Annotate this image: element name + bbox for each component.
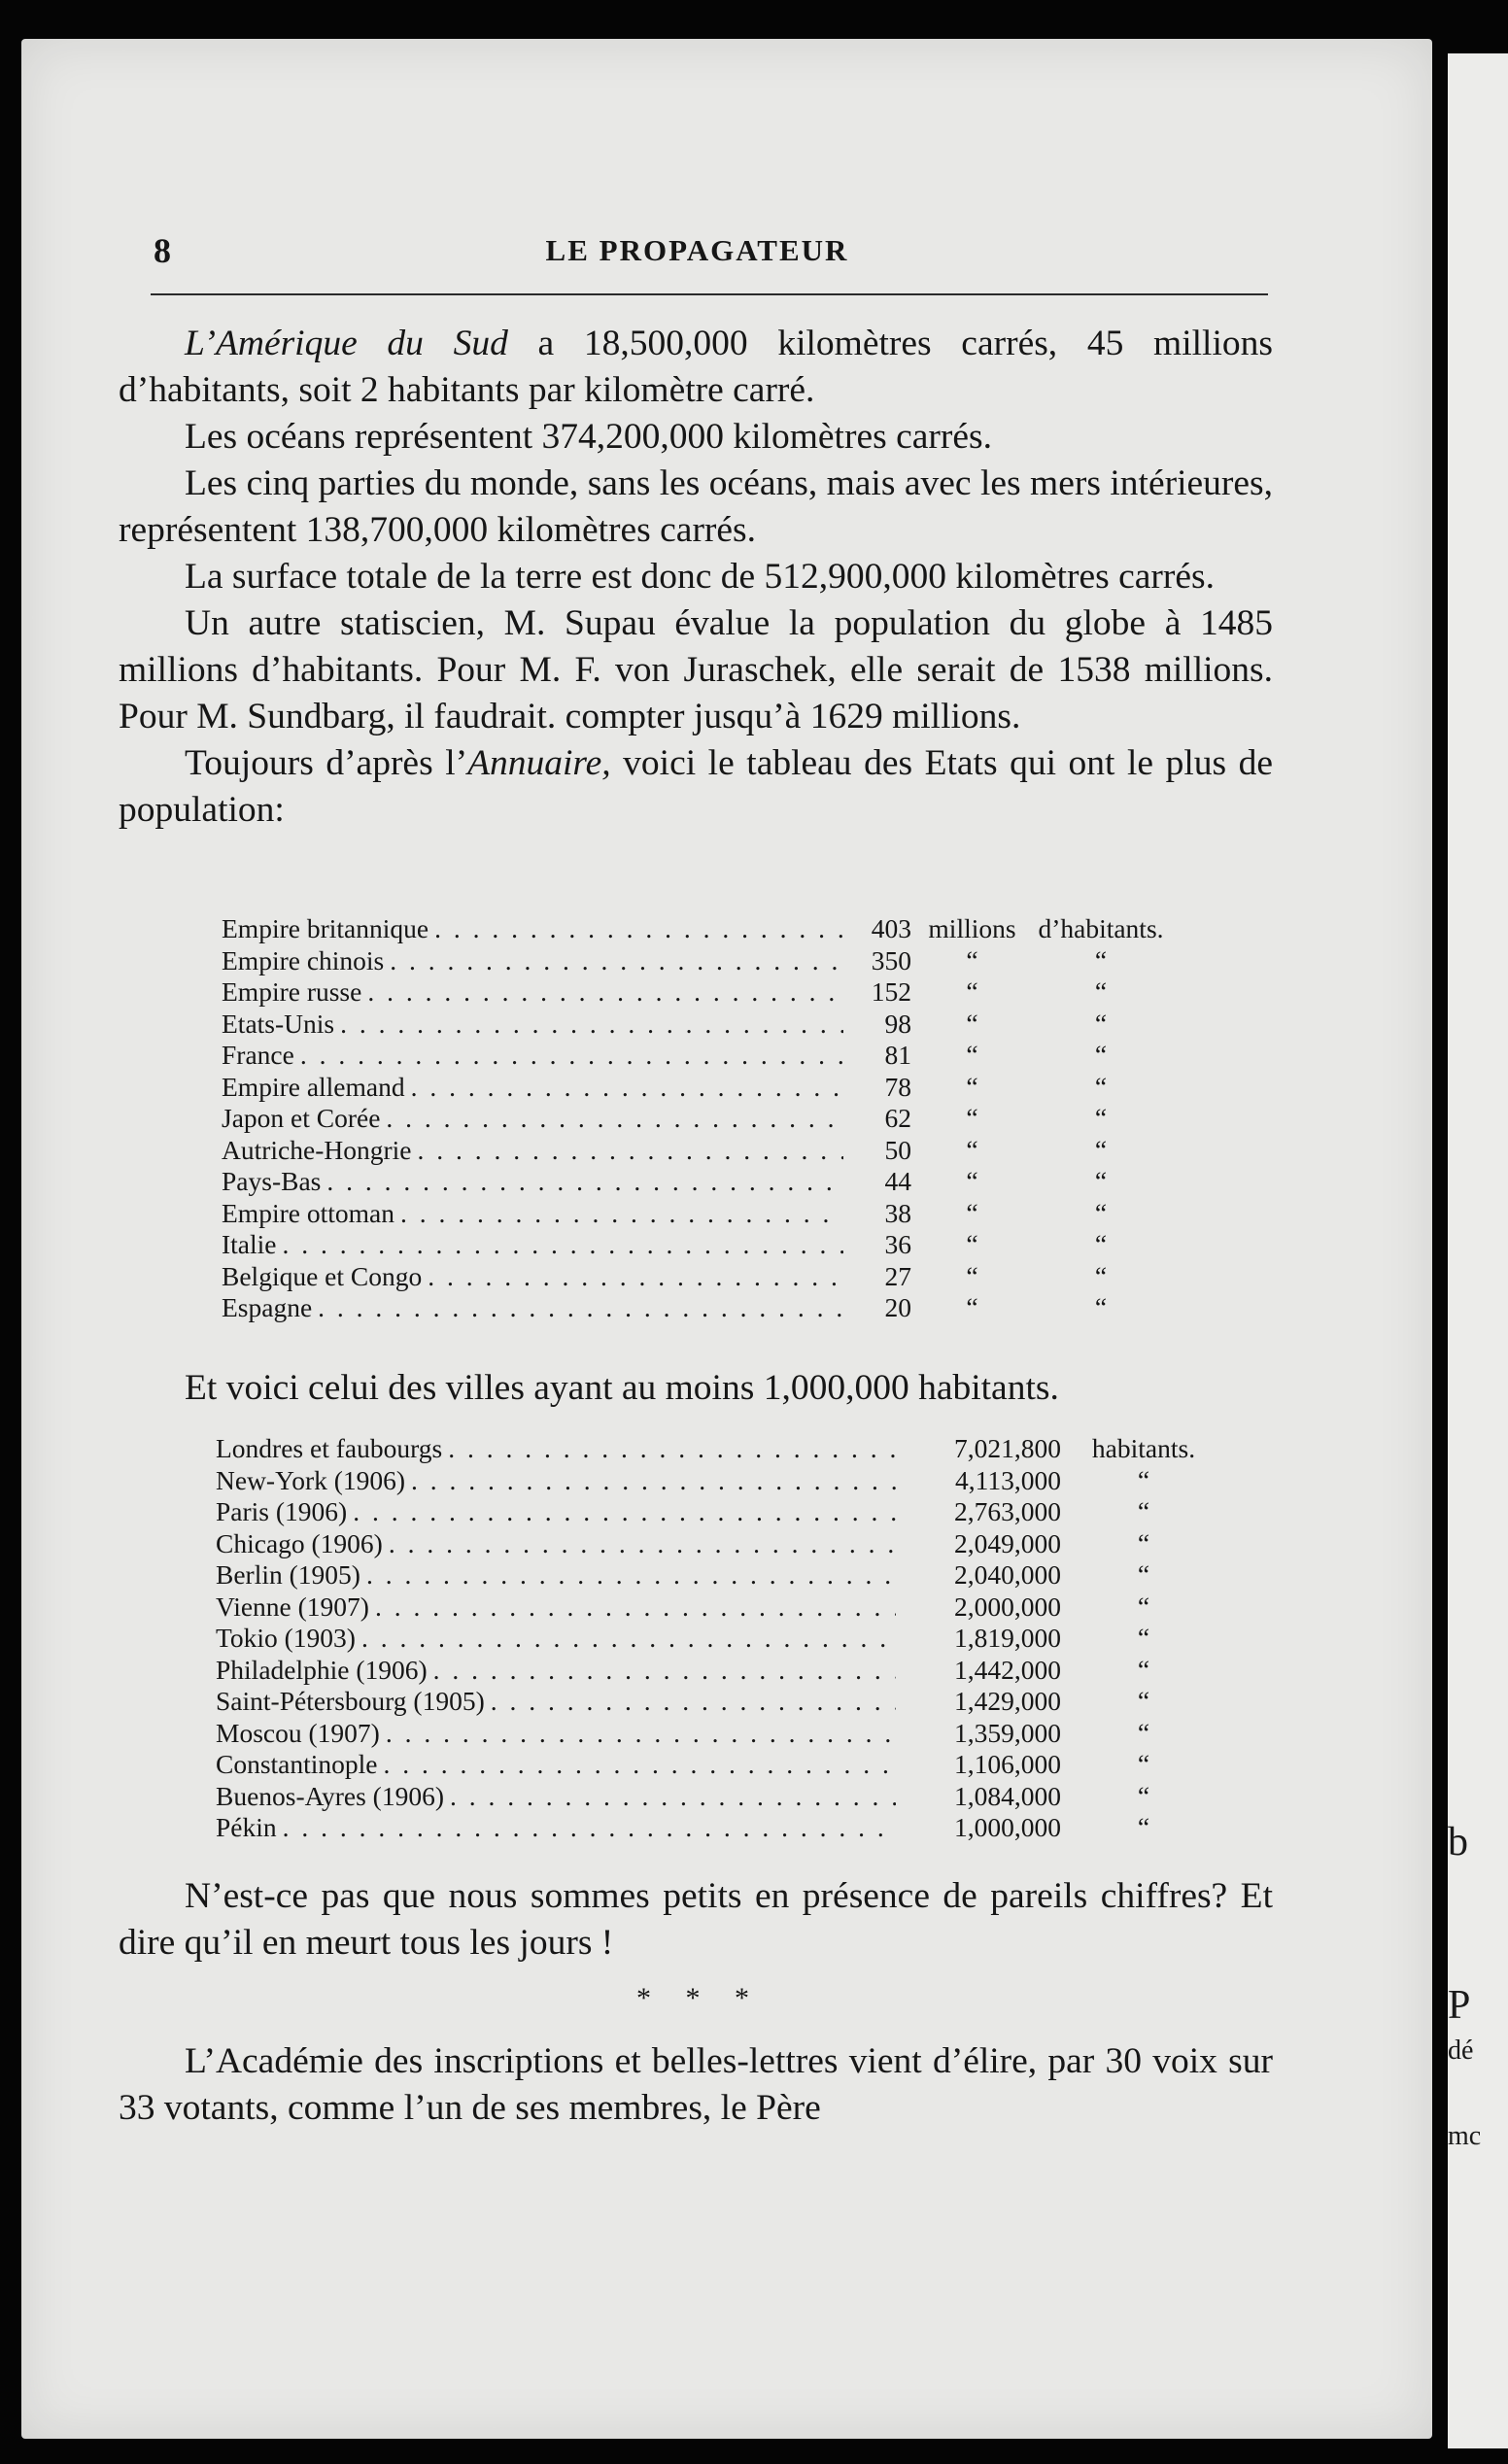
cities-population-table (216, 1433, 1217, 1844)
table-row (216, 1433, 1217, 1465)
table-row (222, 1103, 1179, 1135)
table-row (216, 1749, 1217, 1781)
table-row (216, 1686, 1217, 1718)
state-name (222, 1135, 843, 1167)
strip-fragment: b (1448, 1820, 1468, 1865)
row-label-text: Empire russe (222, 976, 367, 1007)
city-name (216, 1686, 896, 1718)
population-value: 2,049,000 (954, 1527, 1061, 1558)
unit-label: “ (1137, 1654, 1150, 1685)
paragraph: Un autre statiscien, M. Supau évalue la population du globe à 1485 millions d’habitants. Pour M. F. von Juraschek, elle serait de 1538 millions. Pour M. Sundbarg, il faudrait. compter jusqu’à 1629 millions. (119, 603, 1273, 736)
table-row (222, 1040, 1179, 1072)
unit-label: “ (1137, 1812, 1150, 1842)
paragraph (119, 321, 1273, 414)
adjacent-page-strip (1448, 53, 1508, 2448)
paragraph: Les océans représentent 374,200,000 kilomètres carrés. (185, 417, 992, 457)
row-label-text: Empire chinois (222, 945, 390, 975)
unit-label: “ (1094, 1260, 1108, 1291)
city-name (216, 1465, 896, 1497)
row-label-text: Tokio (1903) (216, 1623, 361, 1653)
population-value: 403 (871, 913, 911, 943)
paragraph: La surface totale de la terre est donc de 512,900,000 kilomètres carrés. (185, 557, 1215, 597)
row-label-text: Paris (1906) (216, 1496, 353, 1526)
population-value: 78 (884, 1071, 911, 1102)
population-value: 1,084,000 (954, 1780, 1061, 1811)
city-name (216, 1655, 896, 1687)
table-row (222, 976, 1179, 1009)
population-value: 81 (884, 1040, 911, 1070)
state-name (222, 1261, 843, 1293)
row-label-text: Empire allemand (222, 1072, 411, 1102)
paragraph-text: a 18,500,000 kilomètres carrés, 45 millions d’habitants, soit 2 habitants par kilomètre carré. (119, 324, 1273, 410)
city-name (216, 1749, 896, 1781)
row-label-text: Berlin (1905) (216, 1559, 366, 1590)
population-value: 62 (884, 1103, 911, 1133)
table-row (222, 913, 1179, 945)
row-label-text: Empire britannique (222, 913, 434, 943)
table-row (222, 945, 1179, 977)
unit-label: “ (966, 1008, 978, 1039)
unit-label: “ (1094, 1103, 1108, 1133)
state-name (222, 1229, 843, 1261)
table-row (216, 1623, 1217, 1655)
strip-fragment: mc (1448, 2121, 1482, 2151)
running-title: LE PROPAGATEUR (545, 233, 849, 267)
row-label-text: Espagne (222, 1292, 318, 1322)
strip-fragment: P (1448, 1983, 1471, 2028)
table-row (222, 1261, 1179, 1293)
strip-fragment: dé (1448, 2036, 1474, 2066)
unit-label: “ (1137, 1749, 1150, 1779)
row-label-text: Belgique et Congo (222, 1261, 428, 1291)
row-label-text: Empire ottoman (222, 1198, 400, 1228)
unit-label: “ (966, 1260, 978, 1291)
population-value: 2,000,000 (954, 1591, 1061, 1622)
unit-label: “ (1137, 1591, 1150, 1622)
header-rule (151, 293, 1268, 295)
table-row (222, 1166, 1179, 1198)
population-value: 1,442,000 (954, 1654, 1061, 1685)
city-name (216, 1781, 896, 1813)
population-value: 152 (871, 976, 911, 1007)
city-name (216, 1433, 896, 1465)
unit-label: “ (1137, 1717, 1150, 1748)
state-name (222, 913, 843, 945)
row-label-text: Constantinople (216, 1749, 384, 1779)
table-row (216, 1528, 1217, 1560)
unit-label: “ (966, 1040, 978, 1070)
population-value: 98 (884, 1008, 911, 1039)
unit-label: “ (1094, 1292, 1108, 1322)
paragraph: L’Académie des inscriptions et belles-lettres vient d’élire, par 30 voix sur 33 votants, comme l’un de ses membres, le Père (119, 2041, 1273, 2128)
city-name (216, 1623, 896, 1655)
row-label-text: Autriche-Hongrie (222, 1135, 417, 1165)
row-label-text: France (222, 1040, 300, 1070)
unit-label: “ (1137, 1496, 1150, 1526)
table-row (216, 1718, 1217, 1750)
unit-label: habitants. (1091, 1433, 1196, 1463)
unit-label: “ (1137, 1623, 1150, 1653)
unit-label: “ (1137, 1527, 1150, 1558)
state-name (222, 1103, 843, 1135)
unit-label: “ (1094, 1008, 1108, 1039)
cities-intro: Et voici celui des villes ayant au moins 1,000,000 habitants. (185, 1368, 1059, 1408)
unit-label: “ (966, 1134, 978, 1165)
paragraph: N’est-ce pas que nous sommes petits en présence de pareils chiffres? Et dire qu’il en meurt tous les jours ! (119, 1876, 1273, 1963)
paragraph-text: Toujours d’après l’ (185, 743, 468, 783)
paragraph-text: voici le tableau des Etats qui ont le plus de population: (119, 743, 1273, 830)
unit-label: “ (966, 1197, 978, 1228)
intro-text (119, 321, 1273, 834)
row-label-text: Japon et Corée (222, 1103, 386, 1133)
unit-label: “ (966, 976, 978, 1007)
section-separator: * * * (636, 1982, 763, 2014)
row-label-text: Italie (222, 1229, 283, 1259)
unit-label: “ (1094, 976, 1108, 1007)
row-label-text: Pays-Bas (222, 1166, 326, 1196)
closing-text (119, 1873, 1273, 1967)
unit-label: “ (966, 944, 978, 975)
state-name (222, 976, 843, 1009)
row-label-text: Philadelphie (1906) (216, 1655, 433, 1685)
table-row (222, 1135, 1179, 1167)
unit-label: “ (966, 1229, 978, 1259)
row-label-text: Buenos-Ayres (1906) (216, 1781, 450, 1811)
population-value: 4,113,000 (955, 1464, 1061, 1495)
unit-label: “ (1137, 1464, 1150, 1495)
row-label-text: Saint-Pétersbourg (1905) (216, 1686, 491, 1716)
page-header (126, 225, 1268, 284)
unit-label: “ (966, 1103, 978, 1133)
city-name (216, 1496, 896, 1528)
population-value: 38 (884, 1197, 911, 1228)
row-label-text: Vienne (1907) (216, 1591, 375, 1622)
emphasis: L’Amérique du Sud (185, 324, 508, 363)
population-value: 1,429,000 (954, 1686, 1061, 1716)
table-row (222, 1229, 1179, 1261)
row-label-text: Chicago (1906) (216, 1528, 389, 1558)
state-name (222, 1072, 843, 1104)
population-value: 2,040,000 (954, 1559, 1061, 1590)
state-name (222, 1198, 843, 1230)
table-row (222, 1198, 1179, 1230)
row-label-text: Etats-Unis (222, 1009, 340, 1039)
table-row (222, 1072, 1179, 1104)
unit-label: “ (1094, 1134, 1108, 1165)
unit-label: “ (1094, 1166, 1108, 1196)
paragraph: Les cinq parties du monde, sans les océans, mais avec les mers intérieures, représentent 138,700,000 kilomètres carrés. (119, 463, 1273, 550)
population-value: 1,819,000 (954, 1623, 1061, 1653)
final-text (119, 2038, 1273, 2132)
unit-label: “ (1137, 1780, 1150, 1811)
table-row (216, 1496, 1217, 1528)
table-row (216, 1465, 1217, 1497)
table-row (222, 1292, 1179, 1324)
unit-label: “ (1137, 1686, 1150, 1716)
table-row (216, 1655, 1217, 1687)
unit-label: d’habitants. (1038, 913, 1164, 943)
population-value: 36 (884, 1229, 911, 1259)
row-label-text: Moscou (1907) (216, 1718, 386, 1748)
population-value: 2,763,000 (954, 1496, 1061, 1526)
unit-label: “ (966, 1166, 978, 1196)
unit-label: “ (1094, 944, 1108, 975)
state-name (222, 1166, 843, 1198)
table-row (222, 1009, 1179, 1041)
population-value: 350 (871, 944, 911, 975)
city-name (216, 1812, 896, 1844)
population-value: 1,359,000 (954, 1717, 1061, 1748)
population-value: 1,000,000 (954, 1812, 1061, 1842)
unit-label: “ (1094, 1071, 1108, 1102)
unit-label: “ (1094, 1040, 1108, 1070)
city-name (216, 1559, 896, 1591)
population-value: 7,021,800 (954, 1433, 1061, 1463)
table-row (216, 1559, 1217, 1591)
city-name (216, 1591, 896, 1624)
state-name (222, 1292, 843, 1324)
states-population-table (222, 913, 1179, 1324)
state-name (222, 1040, 843, 1072)
unit-label: “ (966, 1071, 978, 1102)
row-label-text: New-York (1906) (216, 1465, 411, 1495)
row-label-text: Londres et faubourgs (216, 1433, 448, 1463)
unit-label: millions (928, 913, 1016, 943)
table-row (216, 1591, 1217, 1624)
page-number: 8 (154, 231, 171, 270)
city-name (216, 1718, 896, 1750)
population-value: 44 (884, 1166, 911, 1196)
state-name (222, 1009, 843, 1041)
city-name (216, 1528, 896, 1560)
row-label-text: Pékin (216, 1812, 283, 1842)
unit-label: “ (966, 1292, 978, 1322)
population-value: 20 (884, 1292, 911, 1322)
state-name (222, 945, 843, 977)
unit-label: “ (1094, 1229, 1108, 1259)
population-value: 1,106,000 (954, 1749, 1061, 1779)
paragraph (119, 740, 1273, 834)
population-value: 27 (884, 1260, 911, 1291)
emphasis: Annuaire, (467, 743, 611, 783)
table-row (216, 1812, 1217, 1844)
unit-label: “ (1137, 1559, 1150, 1590)
unit-label: “ (1094, 1197, 1108, 1228)
population-value: 50 (884, 1134, 911, 1165)
table-row (216, 1781, 1217, 1813)
